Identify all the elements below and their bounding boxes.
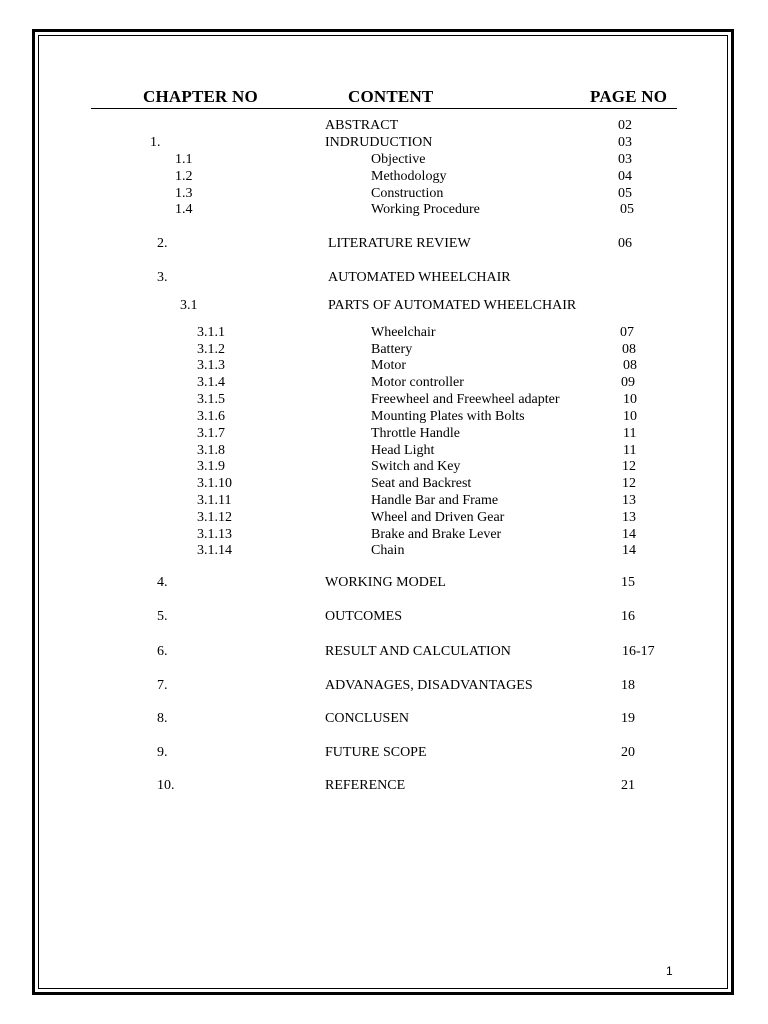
toc-page: 13 (622, 493, 636, 508)
toc-number: 3.1.1 (197, 325, 225, 340)
toc-number: 3.1.3 (197, 358, 225, 373)
toc-title: AUTOMATED WHEELCHAIR (328, 270, 511, 285)
toc-title: Switch and Key (371, 459, 461, 474)
toc-page: 14 (622, 543, 636, 558)
toc-page: 19 (621, 711, 635, 726)
toc-page: 20 (621, 745, 635, 760)
toc-row (0, 341, 768, 358)
toc-number: 1. (150, 135, 161, 150)
toc-page: 16-17 (622, 644, 655, 659)
toc-row (0, 235, 768, 252)
content-header: CONTENT (348, 87, 434, 106)
toc-title: CONCLUSEN (325, 711, 410, 726)
header-underline (91, 108, 677, 109)
toc-number: 3.1.12 (197, 510, 232, 525)
toc-title: Working Procedure (371, 202, 480, 217)
toc-title: RESULT AND CALCULATION (325, 644, 511, 659)
toc-title: Freewheel and Freewheel adapter (371, 392, 560, 407)
toc-title: ADVANAGES, DISADVANTAGES (325, 678, 533, 693)
toc-row (0, 574, 768, 591)
toc-title: INDRUDUCTION (325, 135, 433, 150)
toc-row (0, 744, 768, 761)
toc-row (0, 777, 768, 794)
toc-title: Throttle Handle (371, 426, 461, 441)
toc-number: 3.1.7 (197, 426, 225, 441)
toc-number: 9. (157, 745, 168, 760)
toc-page: 04 (618, 169, 632, 184)
toc-row (0, 117, 768, 134)
toc-page: 15 (621, 575, 635, 590)
toc-row (0, 677, 768, 694)
toc-title: Head Light (371, 443, 435, 458)
toc-row (0, 391, 768, 408)
toc-title: OUTCOMES (325, 609, 403, 624)
toc-number: 3.1.14 (197, 543, 232, 558)
toc-row (0, 710, 768, 727)
toc-number: 6. (157, 644, 168, 659)
toc-title: FUTURE SCOPE (325, 745, 427, 760)
toc-row (0, 357, 768, 374)
toc-number: 3.1 (180, 298, 198, 313)
toc-page: 13 (622, 510, 636, 525)
toc-title: Wheel and Driven Gear (371, 510, 505, 525)
toc-row (0, 542, 768, 559)
toc-title: REFERENCE (325, 778, 406, 793)
toc-row (0, 526, 768, 543)
toc-row (0, 168, 768, 185)
toc-number: 3.1.10 (197, 476, 232, 491)
toc-number: 3.1.11 (197, 493, 232, 508)
toc-number: 3.1.9 (197, 459, 225, 474)
toc-number: 3.1.2 (197, 342, 225, 357)
toc-title: Wheelchair (371, 325, 436, 340)
toc-row (0, 269, 768, 286)
toc-page: 12 (622, 476, 636, 491)
toc-title: Mounting Plates with Bolts (371, 409, 525, 424)
page-number: 1 (666, 964, 673, 978)
toc-row (0, 442, 768, 459)
toc-number: 10. (157, 778, 175, 793)
toc-page: 18 (621, 678, 635, 693)
toc-number: 1.3 (175, 186, 193, 201)
toc-title: Battery (371, 342, 413, 357)
toc-number: 5. (157, 609, 168, 624)
toc-row (0, 608, 768, 625)
toc-title: Objective (371, 152, 426, 167)
toc-title: Motor (371, 358, 406, 373)
toc-page: 12 (622, 459, 636, 474)
toc-row (0, 201, 768, 218)
toc-title: Handle Bar and Frame (371, 493, 499, 508)
toc-number: 2. (157, 236, 168, 251)
toc-title: PARTS OF AUTOMATED WHEELCHAIR (328, 298, 577, 313)
toc-row (0, 151, 768, 168)
toc-title: Brake and Brake Lever (371, 527, 502, 542)
toc-page: 07 (620, 325, 634, 340)
toc-page: 10 (623, 392, 637, 407)
toc-page: 05 (618, 186, 632, 201)
toc-page: 03 (618, 152, 632, 167)
toc-number: 3.1.5 (197, 392, 225, 407)
toc-title: Seat and Backrest (371, 476, 472, 491)
toc-title: Construction (371, 186, 444, 201)
toc-number: 3.1.6 (197, 409, 225, 424)
chapter-no-header: CHAPTER NO (143, 87, 258, 106)
toc-number: 3.1.8 (197, 443, 225, 458)
toc-row (0, 374, 768, 391)
toc-page: 06 (618, 236, 632, 251)
toc-number: 7. (157, 678, 168, 693)
toc-page: 08 (623, 358, 637, 373)
toc-title: ABSTRACT (325, 118, 399, 133)
toc-row (0, 134, 768, 151)
toc-title: Methodology (371, 169, 447, 184)
toc-number: 3.1.4 (197, 375, 225, 390)
toc-page: 11 (623, 443, 637, 458)
toc-number: 1.4 (175, 202, 193, 217)
page-no-header: PAGE NO (590, 87, 668, 106)
toc-page: 09 (621, 375, 635, 390)
toc-title: Motor controller (371, 375, 464, 390)
toc-number: 3. (157, 270, 168, 285)
toc-row (0, 492, 768, 509)
toc-title: LITERATURE REVIEW (328, 236, 471, 251)
toc-row (0, 425, 768, 442)
toc-page: 14 (622, 527, 636, 542)
toc-page: 16 (621, 609, 635, 624)
toc-number: 1.1 (175, 152, 193, 167)
toc-row (0, 509, 768, 526)
toc-number: 4. (157, 575, 168, 590)
toc-title: WORKING MODEL (325, 575, 446, 590)
toc-row (0, 475, 768, 492)
toc-title: Chain (371, 543, 405, 558)
toc-number: 1.2 (175, 169, 193, 184)
toc-page: 02 (618, 118, 632, 133)
toc-row (0, 643, 768, 660)
toc-number: 8. (157, 711, 168, 726)
toc-row (0, 458, 768, 475)
toc-page: 21 (621, 778, 635, 793)
toc-page: 10 (623, 409, 637, 424)
toc-page: 08 (622, 342, 636, 357)
toc-number: 3.1.13 (197, 527, 232, 542)
toc-row (0, 297, 768, 314)
toc-page: 11 (623, 426, 637, 441)
toc-row (0, 324, 768, 341)
toc-row (0, 408, 768, 425)
toc-row (0, 185, 768, 202)
toc-page: 05 (620, 202, 634, 217)
toc-page: 03 (618, 135, 632, 150)
